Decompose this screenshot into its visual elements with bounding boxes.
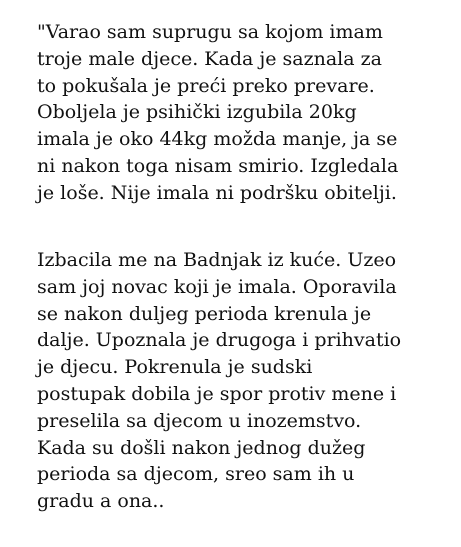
text-line: to pokušala je preći preko prevare. — [37, 74, 375, 97]
text-line: Kada su došli nakon jednog dužeg — [37, 436, 366, 459]
text-line: "Varao sam suprugu sa kojom imam — [37, 21, 383, 43]
text-line — [37, 515, 447, 542]
text-line: Oboljela je psihički izgubila 20kg — [37, 101, 357, 124]
text-line: se nakon duljeg perioda krenula je — [37, 302, 372, 325]
text-line: sam joj novac koji je imala. Oporavila — [37, 275, 397, 298]
text-line: postupak dobila je spor protiv mene i — [37, 382, 397, 405]
text-line: Izbacila me na Badnjak iz kuće. Uzeo — [37, 249, 397, 271]
paragraph-2 — [37, 247, 447, 542]
paragraph-1 — [37, 19, 447, 207]
text-line: perioda sa djecom, sreo sam ih u — [37, 463, 355, 486]
text-line: dalje. Upoznala je drugoga i prihvatio — [37, 329, 402, 352]
text-line: je djecu. Pokrenula je sudski — [37, 356, 313, 379]
text-line: gradu a ona.. — [37, 490, 165, 513]
text-line: ni nakon toga nisam smirio. Izgledala — [37, 154, 399, 177]
text-line: imala je oko 44kg možda manje, ja se — [37, 128, 398, 151]
text-line: je loše. Nije imala ni podršku obitelji. — [37, 181, 397, 204]
text-line: troje male djece. Kada je saznala za — [37, 47, 382, 70]
text-line: preselila sa djecom u inozemstvo. — [37, 409, 362, 432]
